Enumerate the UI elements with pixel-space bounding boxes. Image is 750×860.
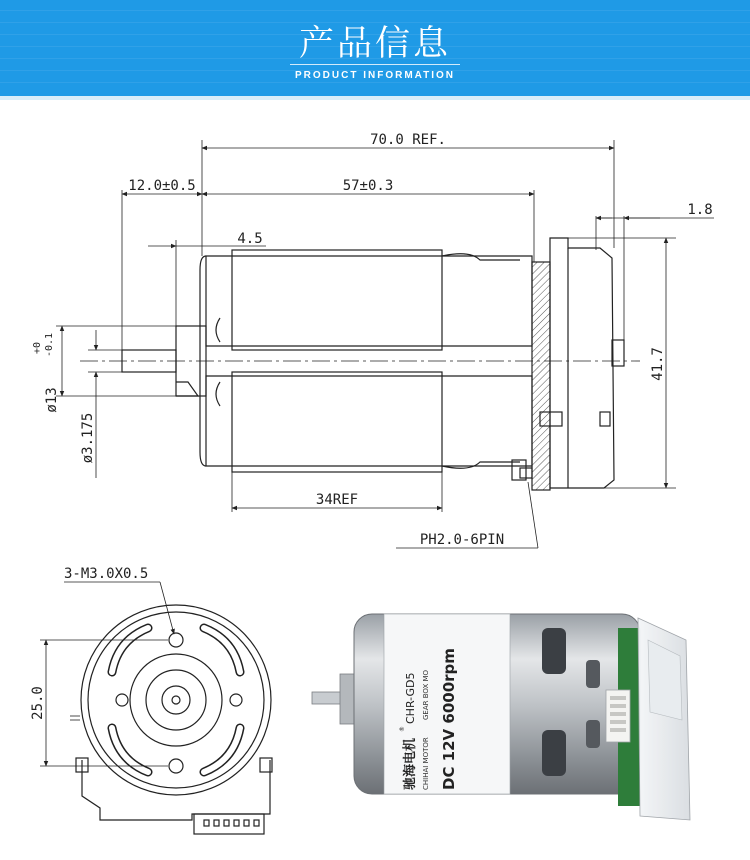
dim-boss-length: 4.5: [237, 231, 263, 247]
page-subtitle: PRODUCT INFORMATION: [294, 70, 456, 81]
front-view: [70, 605, 272, 834]
screw-hole-top: [169, 633, 183, 647]
vent-lower: [216, 382, 220, 406]
end-plate: [532, 262, 550, 490]
dim-shaft-diameter: ø3.175: [80, 412, 96, 464]
screw-hole-left: [116, 694, 128, 706]
dim-body-length: 57±0.3: [342, 178, 394, 194]
connector-label: PH2.0-6PIN: [419, 532, 505, 548]
product-photo: [312, 614, 690, 820]
magnet-upper: [232, 250, 442, 350]
motor-body-upper: [206, 256, 532, 346]
dim-boss-tol-minus: -0.1: [44, 332, 55, 358]
encoder-housing: [550, 238, 614, 488]
photo-reg-mark: ®: [399, 726, 406, 732]
connector-pins: [204, 820, 259, 826]
dim-encoder-offset: 1.8: [687, 202, 713, 218]
vent-upper: [216, 318, 220, 342]
photo-model: CHR-GD5: [404, 672, 417, 724]
dim-screw-holes: 3-M3.0X0.5: [64, 566, 149, 582]
side-view: [80, 238, 640, 490]
motor-body-lower: [206, 376, 532, 466]
front-dimensions: [40, 582, 174, 766]
dim-boss-tol-plus: +0: [32, 341, 43, 355]
photo-company: CHIHAI MOTOR: [422, 737, 430, 790]
magnet-lower: [232, 372, 442, 472]
side-dimensions: [56, 140, 714, 548]
photo-brand: 驰海电机: [403, 737, 418, 790]
dim-magnet-length: 34REF: [315, 492, 359, 508]
dim-boss-diameter: ø13: [44, 387, 60, 413]
dim-overall-length: 70.0 REF.: [370, 132, 446, 148]
screw-hole-bottom: [169, 759, 183, 773]
dim-hole-spacing: 25.0: [30, 686, 46, 720]
photo-spec: DC 12V 6000rpm: [440, 648, 458, 790]
screw-hole-right: [230, 694, 242, 706]
dim-encoder-height: 41.7: [650, 347, 666, 381]
dim-shaft-length: 12.0±0.5: [128, 178, 196, 194]
page-title: 产品信息: [298, 24, 451, 64]
photo-gearbox: GEAR BOX MO: [422, 669, 430, 720]
